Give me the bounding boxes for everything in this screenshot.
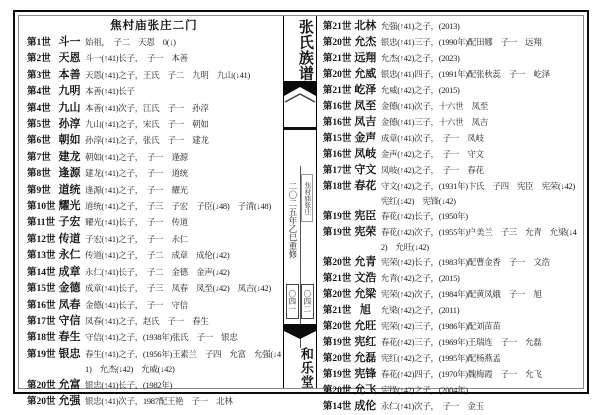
person-detail xyxy=(85,84,281,99)
person-detail xyxy=(381,83,581,98)
person-detail-line: 允强(↑41)之子，(2013) xyxy=(380,21,460,31)
person-detail xyxy=(381,271,581,286)
person-name: 守文 xyxy=(354,164,377,176)
person-name: 孙淳 xyxy=(58,118,81,131)
person-name: 银忠 xyxy=(58,347,81,360)
genealogy-row xyxy=(27,133,281,149)
person-detail xyxy=(85,183,281,198)
person-detail-line: 金德(↑41)次子，十六世 凤至 xyxy=(380,101,488,111)
person-detail-line: 银忠(↑41)三子，(1990年)配田娜 子一 远翔 xyxy=(380,37,542,47)
person-detail-line: 九山(↑41)之子，宋氏 子一 朝如 xyxy=(85,119,209,130)
genealogy-row xyxy=(323,255,581,271)
person-detail-line: 守信(↑41)之子，(1938年)张氏 子一 银忠 xyxy=(85,332,238,343)
person-detail-line: 春生(↑41)之子，(1956年)王素兰 子四 允富 允强(↓4 xyxy=(85,348,281,359)
person-name: 远翔 xyxy=(354,52,377,64)
genealogy-row xyxy=(323,179,581,209)
person-name: 允梁 xyxy=(354,288,377,300)
person-detail xyxy=(381,367,581,382)
person-detail xyxy=(85,117,281,132)
spine-location-label: 焦村庙张庄 xyxy=(301,174,313,222)
page-number-left: 〇四一 xyxy=(286,284,299,319)
person-detail xyxy=(381,147,581,162)
generation-label: 第20世 xyxy=(322,70,352,80)
person-detail xyxy=(85,215,281,230)
left-page-title: 焦村庙张庄二门 xyxy=(110,20,198,32)
generation-label: 第16世 xyxy=(27,300,56,311)
person-name: 九明 xyxy=(58,85,81,98)
person-name: 北林 xyxy=(354,20,377,32)
genealogy-row xyxy=(323,335,581,351)
generation-label: 第16世 xyxy=(322,150,352,160)
person-name: 永仁 xyxy=(58,249,81,262)
genealogy-row xyxy=(27,281,281,297)
generation-label: 第12世 xyxy=(27,234,56,245)
generation-label: 第20世 xyxy=(322,290,352,300)
person-detail xyxy=(85,314,281,329)
person-name: 允杰 xyxy=(354,36,377,48)
person-name: 传道 xyxy=(58,232,81,245)
person-name: 允强 xyxy=(58,394,81,407)
person-detail-line: 春花(↑42)三子，(1969年)王瑞连 子一 允磊 xyxy=(380,337,542,347)
person-name: 文浩 xyxy=(354,272,377,284)
person-name: 朝如 xyxy=(58,134,81,147)
person-detail-line: 允青(↑42)之子，(2015) xyxy=(380,273,460,283)
left-page xyxy=(19,16,283,407)
person-detail xyxy=(381,99,581,114)
person-detail xyxy=(381,225,581,255)
person-detail xyxy=(85,51,281,66)
person-detail-line: 春花(↑42)次子，(1955年)户美兰 子三 允青 允梁(↓4 xyxy=(380,227,577,237)
person-detail xyxy=(85,101,281,116)
generation-label: 第4世 xyxy=(27,87,51,98)
person-name: 凤至 xyxy=(354,100,377,112)
person-name: 斗一 xyxy=(58,36,81,48)
generation-label: 第5世 xyxy=(27,120,51,131)
generation-label: 第19世 xyxy=(322,338,352,348)
right-page xyxy=(317,16,583,412)
person-name: 建龙 xyxy=(58,150,81,163)
generation-label: 第20世 xyxy=(322,322,352,332)
person-name: 成伦 xyxy=(354,400,377,412)
genealogy-row xyxy=(27,166,281,182)
person-detail-line: 斗一(↑41)长子， 子一 本善 xyxy=(85,53,188,64)
person-detail xyxy=(85,378,281,393)
person-detail xyxy=(85,68,281,83)
generation-label: 第21世 xyxy=(322,22,352,32)
person-name: 天恩 xyxy=(58,52,81,65)
person-detail-line: 宪红(↑42)之子，(1995年)配杨燕孟 xyxy=(380,353,501,363)
person-detail-line: 允梁(↑42)之子，(2011) xyxy=(380,305,460,315)
person-name: 允旺 xyxy=(354,320,377,332)
generation-label: 第13世 xyxy=(27,251,56,262)
person-detail-line: 道统(↑41)之子， 子三 子宏 子臣(↓48) 子清(↓48) xyxy=(85,201,271,212)
generation-label: 第10世 xyxy=(27,202,56,213)
generation-label: 第2世 xyxy=(27,54,51,65)
person-detail-line: 凤岐(↑42)之子， 子一 春花 xyxy=(380,165,484,175)
genealogy-row xyxy=(27,215,281,231)
generation-label: 第9世 xyxy=(27,185,51,196)
person-name: 凤春 xyxy=(58,298,81,311)
person-name: 耀光 xyxy=(58,200,81,213)
generation-label: 第21世 xyxy=(322,274,352,284)
generation-label: 第14世 xyxy=(27,267,56,278)
generation-label: 第20世 xyxy=(322,386,352,396)
person-detail-line: 金德(↑41)长子， 子一 守信 xyxy=(85,299,188,310)
generation-label: 第1世 xyxy=(27,38,51,48)
generation-label: 第21世 xyxy=(322,86,352,96)
person-detail-line: 宪荣(↑42)次子，(1984年)配黄凤娥 子一 旭 xyxy=(380,289,542,299)
person-detail-line: 传道(↑41)之子， 子二 成章 成伦(↓42) xyxy=(85,250,230,261)
person-detail xyxy=(85,394,281,409)
person-name: 子宏 xyxy=(58,216,81,229)
generation-label: 第16世 xyxy=(322,118,352,128)
spine-book-title: 张氏族谱 xyxy=(296,19,313,81)
generation-label: 第18世 xyxy=(27,333,56,344)
person-detail xyxy=(381,255,581,270)
genealogy-row xyxy=(323,319,581,335)
genealogy-row xyxy=(323,19,581,35)
person-detail-line: 春花(↑42)长子，(1950年) xyxy=(380,211,468,221)
genealogy-row xyxy=(27,117,281,133)
person-detail-line: 金德(↑41)三子，十六世 凤吉 xyxy=(380,117,488,127)
person-detail xyxy=(85,248,281,263)
generation-label: 第20世 xyxy=(27,396,56,407)
generation-label: 第11世 xyxy=(27,218,55,229)
genealogy-row xyxy=(323,383,581,399)
person-detail-line: 2) 允旺(↓42) xyxy=(380,242,429,252)
genealogy-row xyxy=(27,265,281,281)
generation-label: 第19世 xyxy=(322,370,352,380)
person-detail-line: 永仁(↑41)长子， 子二 金德 金声(↓42) xyxy=(85,266,230,277)
generation-label: 第16世 xyxy=(322,102,352,112)
genealogy-row xyxy=(323,271,581,287)
person-detail xyxy=(381,335,581,350)
person-detail xyxy=(85,265,281,280)
generation-label: 第19世 xyxy=(322,212,352,222)
genealogy-row xyxy=(27,232,281,248)
generation-label: 第15世 xyxy=(27,284,56,295)
generation-label: 第18世 xyxy=(322,182,352,192)
book-spine xyxy=(283,16,317,388)
genealogy-row xyxy=(323,399,581,415)
inner-border-frame xyxy=(18,15,584,412)
genealogy-row xyxy=(27,35,281,51)
person-detail xyxy=(381,51,581,66)
person-name: 道统 xyxy=(58,183,81,196)
genealogy-row xyxy=(323,115,581,131)
person-name: 允飞 xyxy=(354,384,377,396)
genealogy-row xyxy=(27,101,281,117)
generation-label: 第20世 xyxy=(322,38,352,48)
person-detail xyxy=(85,150,281,165)
person-detail-line: 宪荣(↑42)三子，(1986年)配刘苗苗 xyxy=(380,321,501,331)
spine-revision-note: 二〇二五年乙巳重修 xyxy=(287,181,298,259)
person-detail-line: 宪荣(↑42)长子，(1983年)配曹金香 子一 文浩 xyxy=(380,257,550,267)
person-detail-line: 始祖， 子二 天恩 0(↓) xyxy=(85,37,176,47)
person-name: 逢源 xyxy=(58,167,81,180)
person-detail xyxy=(381,351,581,366)
person-detail-line: 春花(↑42)四子，(1970年)魏梅霞 子一 允飞 xyxy=(380,369,542,379)
generation-label: 第14世 xyxy=(322,402,352,412)
person-name: 允磊 xyxy=(354,352,377,364)
genealogy-row xyxy=(27,378,281,394)
person-name: 春花 xyxy=(354,180,377,192)
person-detail xyxy=(85,35,281,50)
genealogy-row xyxy=(323,147,581,163)
person-name: 宪锋 xyxy=(354,368,377,380)
person-detail xyxy=(85,133,281,148)
genealogy-row xyxy=(323,287,581,303)
person-detail xyxy=(85,232,281,247)
person-detail-line: 逢源(↑41)之子， 子一 耀光 xyxy=(85,184,188,195)
person-name: 宪臣 xyxy=(354,210,377,222)
generation-label: 第4世 xyxy=(27,103,51,114)
genealogy-row xyxy=(27,330,281,346)
generation-label: 第19世 xyxy=(322,228,352,238)
generation-label: 第21世 xyxy=(322,54,352,64)
person-detail xyxy=(381,399,581,414)
person-name: 宪红 xyxy=(354,336,377,348)
person-name: 凤岐 xyxy=(354,148,377,160)
person-detail-line: 朝如(↑41)之子， 子一 逢源 xyxy=(85,151,188,162)
person-detail xyxy=(381,383,581,398)
person-detail-line: 允威(↑42)之子，(2015) xyxy=(380,85,460,95)
person-detail xyxy=(381,115,581,130)
person-name: 允威 xyxy=(354,68,377,80)
person-detail-line: 凤春(↑41)之子，赵氏 子一 春生 xyxy=(85,315,209,326)
genealogy-row xyxy=(323,51,581,67)
person-detail xyxy=(381,19,581,34)
person-detail-line: 宪红(↓42) 宪锋(↓42) xyxy=(380,196,456,206)
person-detail xyxy=(85,330,281,345)
genealogy-row xyxy=(27,298,281,314)
person-name: 本善 xyxy=(58,68,81,81)
person-detail xyxy=(85,347,281,378)
genealogy-row xyxy=(27,183,281,199)
genealogy-row xyxy=(323,367,581,383)
generation-label: 第20世 xyxy=(322,354,352,364)
genealogy-row xyxy=(323,83,581,99)
genealogy-row xyxy=(27,347,281,378)
generation-label: 第21世 xyxy=(322,306,352,316)
genealogy-row xyxy=(323,225,581,255)
genealogy-row xyxy=(27,51,281,67)
right-page-rows xyxy=(323,19,581,415)
genealogy-row xyxy=(27,68,281,84)
person-detail xyxy=(381,163,581,178)
person-name: 宪荣 xyxy=(354,226,377,238)
genealogy-row xyxy=(323,303,581,319)
genealogy-row xyxy=(27,394,281,410)
page-number-right: 〇四二 xyxy=(301,284,314,319)
person-detail-line: 银忠(↑41)长子，(1982年) xyxy=(85,379,172,390)
person-name: 允青 xyxy=(354,256,377,268)
generation-label: 第17世 xyxy=(322,166,352,176)
genealogy-row xyxy=(27,150,281,166)
fishtail-ornament-top xyxy=(284,81,316,103)
person-detail-line: 孙淳(↑41)之子，张氏 子一 建龙 xyxy=(85,135,209,146)
person-detail xyxy=(381,319,581,334)
person-detail-line: 天恩(↑41)之子，王氏 子二 九明 九山(↓41) xyxy=(85,69,251,80)
fishtail-ornament-bottom xyxy=(284,324,316,340)
person-detail xyxy=(85,166,281,181)
generation-label: 第6世 xyxy=(27,136,51,147)
person-detail xyxy=(381,209,581,224)
hall-name: 和乐堂 xyxy=(298,347,314,389)
spine-divider-box xyxy=(284,104,316,130)
genealogy-row xyxy=(323,163,581,179)
person-detail-line: 金声(↑42)之子， 子一 守文 xyxy=(380,149,484,159)
left-page-rows xyxy=(27,35,281,410)
person-name: 允富 xyxy=(58,378,81,391)
generation-label: 第20世 xyxy=(27,380,56,391)
person-detail-line: 成章(↑41)长子， 子三 凤春 凤至(↓42) 凤吉(↓42) xyxy=(85,283,271,294)
person-detail-line: 银忠(↑41)四子，(1991年)配张秋蕊 子一 屹泽 xyxy=(380,69,550,79)
genealogy-row xyxy=(323,67,581,83)
person-detail-line: 永仁(↑41)次子， 子一 金玉 xyxy=(380,401,484,411)
generation-label: 第19世 xyxy=(27,349,56,360)
genealogy-row xyxy=(323,209,581,225)
person-name: 金声 xyxy=(354,132,377,144)
person-name: 屹泽 xyxy=(354,84,377,96)
person-detail-line: 子宏(↑41)之子， 子一 永仁 xyxy=(85,233,188,244)
person-detail-line: 守文(↑42)之子，(1931年)卞氏 子四 宪臣 宪荣(↓42) xyxy=(380,181,575,191)
genealogy-row xyxy=(323,35,581,51)
person-name: 成章 xyxy=(58,265,81,278)
genealogy-row xyxy=(27,314,281,330)
genealogy-row xyxy=(323,351,581,367)
generation-label: 第15世 xyxy=(322,134,352,144)
person-name: 凤吉 xyxy=(354,116,377,128)
genealogy-row xyxy=(27,199,281,215)
person-detail-line: 宪锋(↑42)之子，(2004年) xyxy=(380,385,468,395)
person-detail xyxy=(381,303,581,318)
generation-label: 第3世 xyxy=(27,70,51,81)
person-detail-line: 耀光(↑41)长子， 子一 传道 xyxy=(85,217,188,228)
generation-label: 第8世 xyxy=(27,169,51,180)
genealogy-row xyxy=(323,99,581,115)
person-detail xyxy=(381,131,581,146)
person-detail xyxy=(85,298,281,313)
person-detail xyxy=(381,287,581,302)
person-detail xyxy=(85,281,281,296)
person-detail-line: 建龙(↑41)之子， 子一 道统 xyxy=(85,168,188,179)
generation-label: 第20世 xyxy=(322,258,352,268)
person-name: 九山 xyxy=(58,101,81,114)
genealogy-row xyxy=(27,84,281,100)
person-detail-line: 成章(↑41)次子， 子一 凤岐 xyxy=(380,133,484,143)
person-detail-line: 本善(↑41)次子，江氏 子一 孙淳 xyxy=(85,102,209,113)
outer-border-frame xyxy=(13,10,589,412)
person-detail-line: 银忠(↑41)次子，1987配王艳 子一 北林 xyxy=(85,395,233,406)
person-name: 春生 xyxy=(58,331,81,344)
person-detail xyxy=(381,35,581,50)
person-detail xyxy=(85,199,281,214)
genealogy-row xyxy=(27,248,281,264)
person-detail xyxy=(381,179,581,209)
person-detail xyxy=(381,67,581,82)
person-detail-line: 1) 允杰(↓42) 允威(↓42) xyxy=(85,364,175,375)
person-detail-line: 本善(↑41)长子 xyxy=(85,86,135,97)
genealogy-row xyxy=(323,131,581,147)
person-detail-line: 允杰(↑42)之子，(2023) xyxy=(380,53,460,63)
person-name: 旭 xyxy=(359,304,371,316)
person-name: 金德 xyxy=(58,282,81,295)
generation-label: 第17世 xyxy=(27,316,56,327)
generation-label: 第7世 xyxy=(27,152,51,163)
person-name: 守信 xyxy=(58,314,81,327)
